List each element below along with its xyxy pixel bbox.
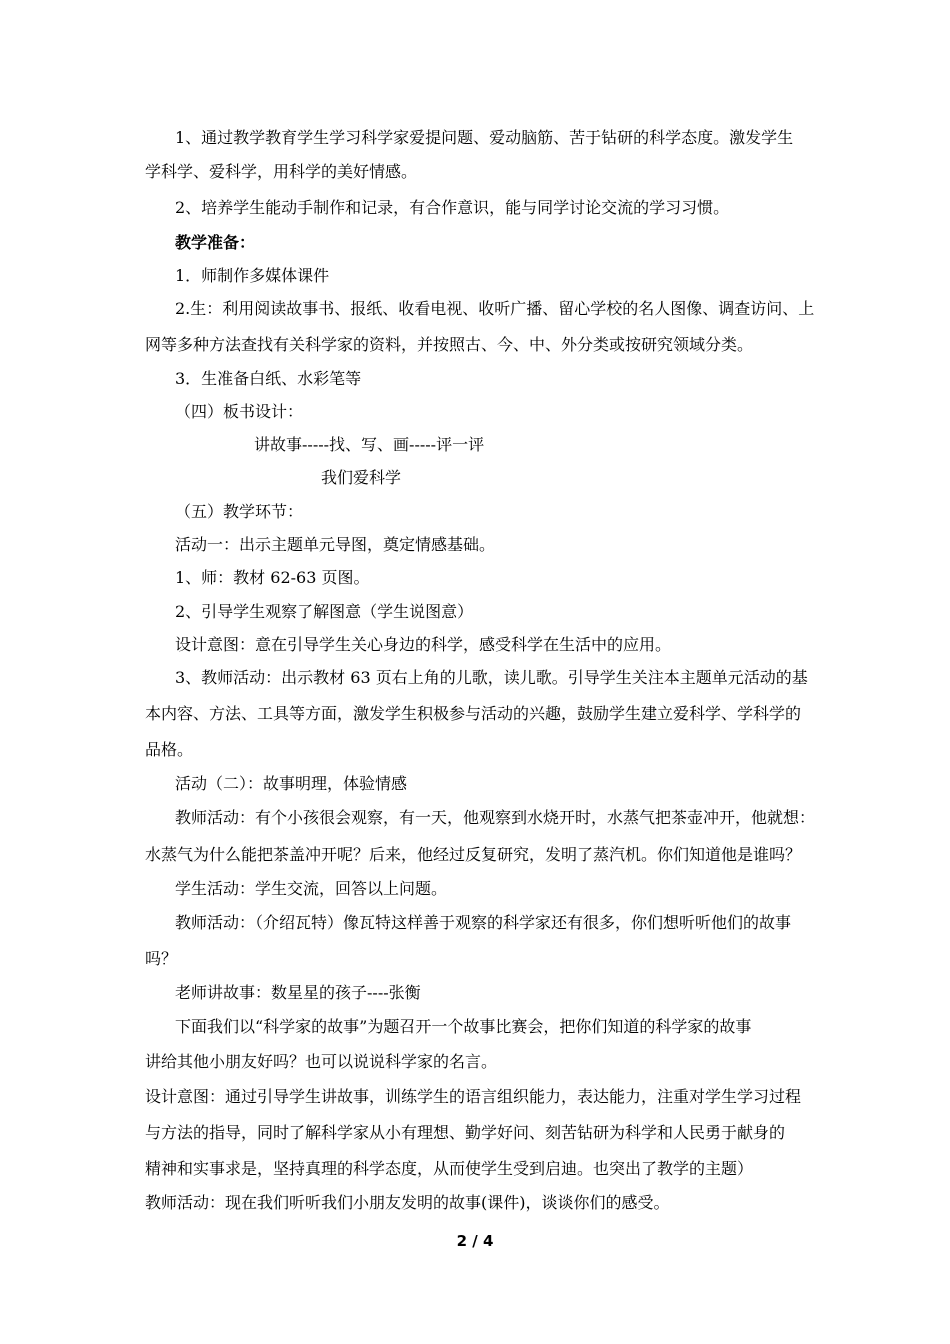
text-line: 下面我们以“科学家的故事”为题召开一个故事比赛会，把你们知道的科学家的故事 xyxy=(175,1017,752,1036)
text-line: 活动（二）：故事明理，体验情感 xyxy=(175,774,408,793)
text-line: 设计意图：意在引导学生关心身边的科学，感受科学在生活中的应用。 xyxy=(175,635,672,654)
page-number: 2 / 4 xyxy=(456,1232,494,1250)
text-line: 老师讲故事：数星星的孩子----张衡 xyxy=(175,983,421,1002)
text-line: 设计意图：通过引导学生讲故事，训练学生的语言组织能力，表达能力，注重对学生学习过程 xyxy=(145,1087,802,1106)
text-line: 教师活动：（介绍瓦特）像瓦特这样善于观察的科学家还有很多，你们想听听他们的故事 xyxy=(175,913,792,932)
text-line: 2、培养学生能动手制作和记录，有合作意识，能与同学讨论交流的学习习惯。 xyxy=(175,198,730,217)
text-line: 品格。 xyxy=(145,740,194,759)
text-line: 1、通过教学教育学生学习科学家爱提问题、爱动脑筋、苦于钻研的科学态度。激发学生 xyxy=(175,128,794,147)
text-line: 水蒸气为什么能把茶盖冲开呢？后来，他经过反复研究，发明了蒸汽机。你们知道他是谁吗？ xyxy=(145,845,802,864)
text-line: 2、引导学生观察了解图意（学生说图意） xyxy=(175,602,474,621)
board-design-line: 讲故事-----找、写、画-----评一评 xyxy=(254,435,485,454)
text-line: 1．师制作多媒体课件 xyxy=(175,266,330,285)
text-line: 活动一：出示主题单元导图，奠定情感基础。 xyxy=(175,535,496,554)
board-design-title: 我们爱科学 xyxy=(321,468,402,487)
section-heading: 教学准备： xyxy=(175,233,256,252)
text-line: 教师活动：有个小孩很会观察，有一天，他观察到水烧开时，水蒸气把茶壶冲开，他就想： xyxy=(175,808,816,827)
text-line: 1、师：教材 62-63 页图。 xyxy=(175,568,370,587)
text-line: 3、教师活动：出示教材 63 页右上角的儿歌，读儿歌。引导学生关注本主题单元活动的基 xyxy=(175,668,808,687)
text-line: 讲给其他小朋友好吗？也可以说说科学家的名言。 xyxy=(145,1052,498,1071)
text-line: （五）教学环节： xyxy=(175,502,304,521)
text-line: 学科学、爱科学，用科学的美好情感。 xyxy=(145,162,418,181)
text-line: 教师活动：现在我们听听我们小朋友发明的故事(课件)，谈谈你们的感受。 xyxy=(145,1193,670,1212)
text-line: 网等多种方法查找有关科学家的资料，并按照古、今、中、外分类或按研究领域分类。 xyxy=(145,335,754,354)
text-line: 3．生准备白纸、水彩笔等 xyxy=(175,369,362,388)
text-line: 学生活动：学生交流，回答以上问题。 xyxy=(175,879,448,898)
text-line: 与方法的指导，同时了解科学家从小有理想、勤学好问、刻苦钻研为科学和人民勇于献身的 xyxy=(145,1123,786,1142)
text-line: 吗？ xyxy=(145,949,178,968)
text-line: 2.生：利用阅读故事书、报纸、收看电视、收听广播、留心学校的名人图像、调查访问、上 xyxy=(175,299,815,318)
text-line: 精神和实事求是，坚持真理的科学态度，从而使学生受到启迪。也突出了教学的主题） xyxy=(145,1159,754,1178)
text-line: 本内容、方法、工具等方面，激发学生积极参与活动的兴趣，鼓励学生建立爱科学、学科学的 xyxy=(145,704,802,723)
text-line: （四）板书设计： xyxy=(175,402,304,421)
